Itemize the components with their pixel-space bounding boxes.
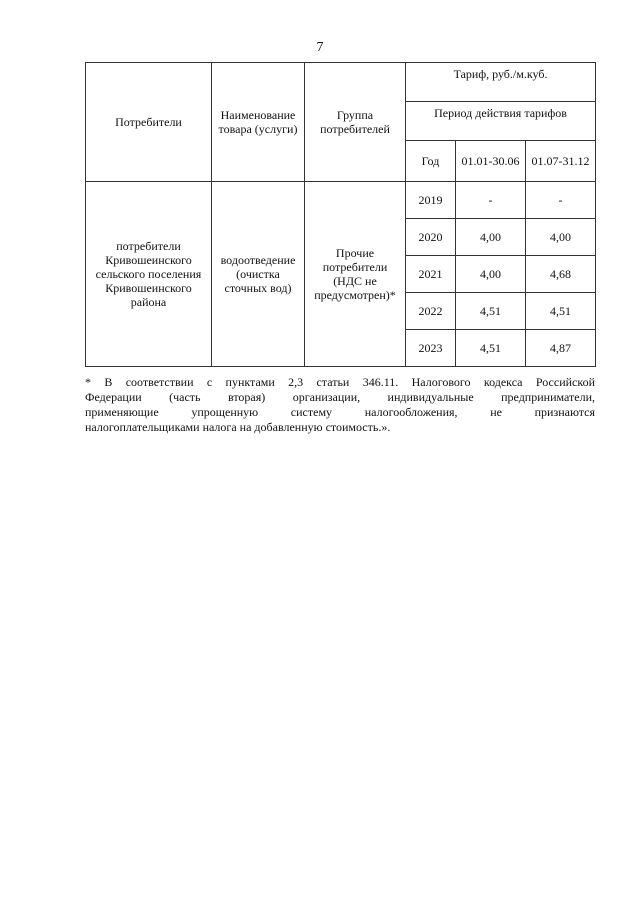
cell-tariff-p2: 4,68 [526, 256, 596, 293]
cell-tariff-p2: - [526, 182, 596, 219]
cell-tariff-p1: 4,00 [456, 256, 526, 293]
header-consumers: Потребители [86, 63, 212, 182]
cell-product: водоотведение (очистка сточных вод) [212, 182, 305, 367]
page-number: 7 [316, 40, 324, 55]
header-period: Период действия тарифов [406, 102, 596, 141]
cell-tariff-p1: 4,00 [456, 219, 526, 256]
cell-tariff-p1: 4,51 [456, 293, 526, 330]
footnote-line: Федерации (часть вторая) организации, индивидуальные предприниматели, [85, 390, 595, 404]
cell-tariff-p2: 4,00 [526, 219, 596, 256]
cell-year: 2022 [406, 293, 456, 330]
header-consumer-group: Группа потребителей [305, 63, 406, 182]
footnote-line: налогоплательщиками налога на добавленную стоимость.». [85, 420, 391, 434]
cell-year: 2023 [406, 330, 456, 367]
table-row [86, 182, 596, 219]
header-year: Год [406, 141, 456, 182]
cell-year: 2019 [406, 182, 456, 219]
header-row [86, 63, 596, 102]
footnote-line: * В соответствии с пунктами 2,3 статьи 346.11. Налогового кодекса Российской [85, 375, 595, 389]
header-period-2: 01.07-31.12 [526, 141, 596, 182]
tariff-table [85, 62, 596, 367]
header-product-name: Наименование товара (услуги) [212, 63, 305, 182]
cell-consumers: потребители Кривошеинского сельского поселения Кривошеинского района [86, 182, 212, 367]
cell-tariff-p2: 4,87 [526, 330, 596, 367]
footnote-line: применяющие упрощенную систему налогообложения, не признаются [85, 405, 595, 419]
cell-year: 2020 [406, 219, 456, 256]
header-tariff: Тариф, руб./м.куб. [406, 63, 596, 102]
cell-group: Прочие потребители (НДС не предусмотрен)* [305, 182, 406, 367]
cell-tariff-p1: - [456, 182, 526, 219]
cell-tariff-p2: 4,51 [526, 293, 596, 330]
cell-year: 2021 [406, 256, 456, 293]
footnote [85, 375, 595, 435]
cell-tariff-p1: 4,51 [456, 330, 526, 367]
header-period-1: 01.01-30.06 [456, 141, 526, 182]
